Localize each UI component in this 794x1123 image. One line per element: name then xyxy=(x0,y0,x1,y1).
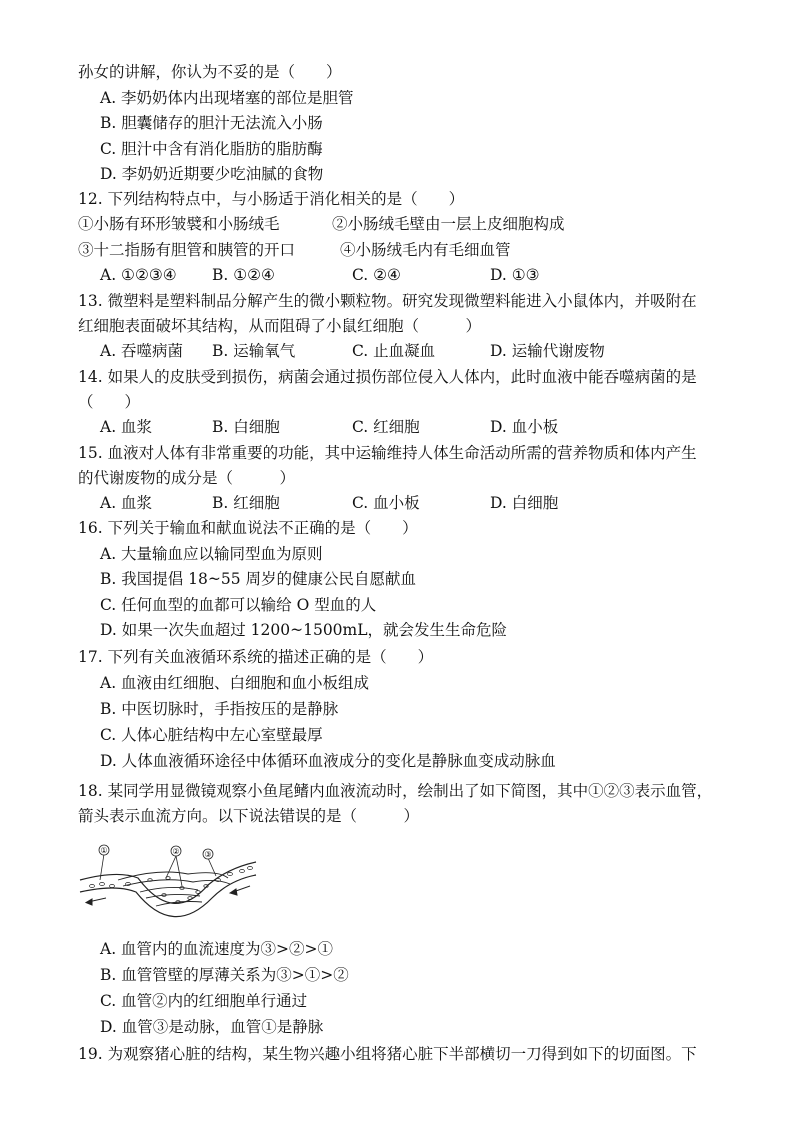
q14-stem-line1: 14. 如果人的皮肤受到损伤，病菌会通过损伤部位侵入人体内，此时血液中能吞噬病菌的是 xyxy=(78,368,697,386)
q12-stem: 12. 下列结构特点中，与小肠适于消化相关的是（ ） xyxy=(78,190,465,208)
q13-option-b: B. 运输氧气 xyxy=(212,342,296,360)
q11-stem: 孙女的讲解，你认为不妥的是（ ） xyxy=(78,63,342,81)
q16-option-c: C. 任何血型的血都可以输给 O 型血的人 xyxy=(100,596,377,614)
q11-option-b: B. 胆囊储存的胆汁无法流入小肠 xyxy=(100,114,323,132)
q15-option-c: C. 血小板 xyxy=(352,494,420,512)
blood-vessel-diagram xyxy=(78,840,258,930)
q12-item-1: ①小肠有环形皱襞和小肠绒毛 xyxy=(78,215,280,233)
q13-option-a: A. 吞噬病菌 xyxy=(100,342,184,360)
fig-label-1: ① xyxy=(100,846,108,855)
q13-stem-line2: 红细胞表面破坏其结构，从而阻碍了小鼠红细胞（ ） xyxy=(78,317,482,335)
q12-option-a: A. ①②③④ xyxy=(100,266,177,284)
q16-stem: 16. 下列关于输血和献血说法不正确的是（ ） xyxy=(78,519,418,537)
fig-label-3: ③ xyxy=(204,850,212,859)
q17-option-d: D. 人体血液循环途径中体循环血液成分的变化是静脉血变成动脉血 xyxy=(100,752,556,770)
q17-stem: 17. 下列有关血液循环系统的描述正确的是（ ） xyxy=(78,648,434,666)
q16-option-a: A. 大量输血应以输同型血为原则 xyxy=(100,545,323,563)
q15-stem-line2: 的代谢废物的成分是（ ） xyxy=(78,469,296,487)
q11-option-c: C. 胆汁中含有消化脂肪的脂肪酶 xyxy=(100,140,323,158)
q15-stem-line1: 15. 血液对人体有非常重要的功能，其中运输维持人体生命活动所需的营养物质和体内产生 xyxy=(78,444,697,462)
q12-item-2: ②小肠绒毛壁由一层上皮细胞构成 xyxy=(332,215,565,233)
q18-option-a: A. 血管内的血流速度为③>②>① xyxy=(100,940,334,958)
q14-option-b: B. 白细胞 xyxy=(212,418,280,436)
q12-items-row2 xyxy=(78,240,738,260)
q11-option-a: A. 李奶奶体内出现堵塞的部位是胆管 xyxy=(100,89,354,107)
q14-option-a: A. 血浆 xyxy=(100,418,153,436)
q17-option-c: C. 人体心脏结构中左心室壁最厚 xyxy=(100,726,323,744)
q13-stem-line1: 13. 微塑料是塑料制品分解产生的微小颗粒物。研究发现微塑料能进入小鼠体内，并吸附在 xyxy=(78,292,697,310)
q12-option-c: C. ②④ xyxy=(352,266,401,284)
q18-option-d: D. 血管③是动脉，血管①是静脉 xyxy=(100,1018,324,1036)
q15-option-a: A. 血浆 xyxy=(100,494,153,512)
q15-option-d: D. 白细胞 xyxy=(490,494,559,512)
q12-option-d: D. ①③ xyxy=(490,266,540,284)
q13-option-d: D. 运输代谢废物 xyxy=(490,342,605,360)
q12-item-3: ③十二指肠有胆管和胰管的开口 xyxy=(78,241,296,259)
q17-option-b: B. 中医切脉时，手指按压的是静脉 xyxy=(100,700,339,718)
q12-item-4: ④小肠绒毛内有毛细血管 xyxy=(340,241,511,259)
q14-stem-line2: （ ） xyxy=(78,393,141,411)
q12-option-b: B. ①②④ xyxy=(212,266,275,284)
fig-label-2: ② xyxy=(172,847,180,856)
q18-stem-line1: 18. 某同学用显微镜观察小鱼尾鳍内血液流动时，绘制出了如下简图，其中①②③表示血管， xyxy=(78,782,713,800)
q19-stem-line1: 19. 为观察猪心脏的结构，某生物兴趣小组将猪心脏下半部横切一刀得到如下的切面图。下 xyxy=(78,1045,697,1063)
q16-option-b: B. 我国提倡 18~55 周岁的健康公民自愿献血 xyxy=(100,570,417,588)
q16-option-d: D. 如果一次失血超过 1200~1500mL，就会发生生命危险 xyxy=(100,621,508,639)
q18-stem-line2: 箭头表示血流方向。以下说法错误的是（ ） xyxy=(78,807,420,825)
q18-option-c: C. 血管②内的红细胞单行通过 xyxy=(100,992,308,1010)
q12-items-row1 xyxy=(78,214,738,234)
q11-option-d: D. 李奶奶近期要少吃油腻的食物 xyxy=(100,165,324,183)
q18-option-b: B. 血管管壁的厚薄关系为③>①>② xyxy=(100,966,349,984)
q14-option-c: C. 红细胞 xyxy=(352,418,420,436)
q14-option-d: D. 血小板 xyxy=(490,418,559,436)
blood-vessel-svg xyxy=(78,840,258,930)
q15-option-b: B. 红细胞 xyxy=(212,494,280,512)
q13-option-c: C. 止血凝血 xyxy=(352,342,436,360)
q17-option-a: A. 血液由红细胞、白细胞和血小板组成 xyxy=(100,674,370,692)
